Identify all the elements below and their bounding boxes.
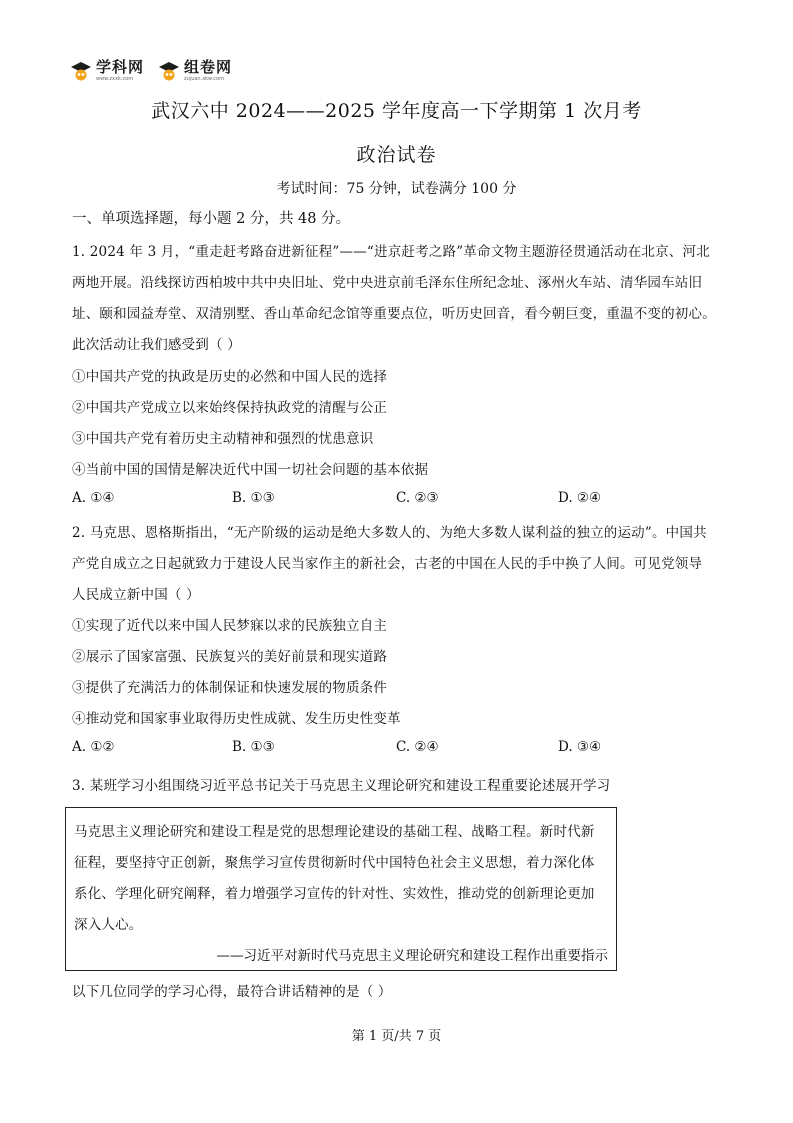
quote-line: 系化、学理化研究阐释，着力增强学习宣传的针对性、实效性，推动党的创新理论更加	[74, 886, 595, 902]
q3-question: 以下几位同学的学习心得，最符合讲话精神的是（ ）	[72, 984, 392, 1000]
q2-option-item: ②展示了国家富强、民族复兴的美好前景和现实道路	[72, 649, 388, 665]
quote-box	[65, 807, 617, 971]
q2-stem-line: 产党自成立之日起就致力于建设人民当家作主的新社会，古老的中国在人民的手中换了人间。可见党领导	[72, 556, 703, 572]
choice-c: C. ②④	[396, 739, 439, 755]
q1-option-item: ③中国共产党有着历史主动精神和强烈的忧患意识	[72, 431, 374, 447]
quote-line: 深入人心。	[74, 917, 143, 933]
q1-option-item: ①中国共产党的执政是历史的必然和中国人民的选择	[72, 369, 388, 385]
q1-option-item: ②中国共产党成立以来始终保持执政党的清醒与公正	[72, 400, 388, 416]
choice-d: D. ③④	[558, 739, 602, 755]
choice-b: B. ①③	[232, 490, 275, 506]
choice-a: A. ①④	[72, 490, 115, 506]
logo-url: zujuan.xkw.com	[184, 76, 224, 82]
q2-option-item: ①实现了近代以来中国人民梦寐以求的民族独立自主	[72, 618, 388, 634]
graduation-cap-icon	[70, 60, 92, 82]
exam-subtitle: 政治试卷	[356, 144, 437, 166]
header-logos	[70, 60, 232, 82]
q1-option-item: ④当前中国的国情是解决近代中国一切社会问题的基本依据	[72, 462, 429, 478]
choice-d: D. ②④	[558, 490, 602, 506]
quote-line: 马克思主义理论研究和建设工程是党的思想理论建设的基础工程、战略工程。新时代新	[74, 824, 595, 840]
quote-line: 征程，要坚持守正创新，聚焦学习宣传贯彻新时代中国特色社会主义思想，着力深化体	[74, 855, 595, 871]
q2-stem-line: 人民成立新中国（ ）	[72, 587, 200, 603]
section-heading: 一、单项选择题，每小题 2 分，共 48 分。	[72, 211, 351, 227]
logo-url: www.zxxk.com	[96, 76, 134, 82]
q2-option-item: ③提供了充满活力的体制保证和快速发展的物质条件	[72, 680, 388, 696]
logo-name: 学科网	[96, 58, 145, 76]
exam-meta: 考试时间：75 分钟，试卷满分 100 分	[276, 181, 517, 197]
graduation-cap-icon	[158, 60, 180, 82]
choice-b: B. ①③	[232, 739, 275, 755]
logo-xuekewang	[70, 60, 144, 82]
q2-stem-line: 2. 马克思、恩格斯指出，“无产阶级的运动是绝大多数人的、为绝大多数人谋利益的独立的运动”。中国共	[72, 525, 707, 541]
q1-stem-line: 1. 2024 年 3 月，“重走赶考路奋进新征程”——“进京赶考之路”革命文物主题游径贯通活动在北京、河北	[72, 244, 710, 260]
page-footer: 第 1 页/共 7 页	[351, 1029, 442, 1044]
q2-option-item: ④推动党和国家事业取得历史性成就、发生历史性变革	[72, 711, 401, 727]
logo-zujuanwang	[158, 60, 232, 82]
quote-source: ——习近平对新时代马克思主义理论研究和建设工程作出重要指示	[216, 948, 608, 964]
q1-stem-line: 址、颐和园益寿堂、双清别墅、香山革命纪念馆等重要点位，听历史回音，看今朝巨变，重温不变的初心。	[72, 306, 716, 322]
logo-name: 组卷网	[184, 58, 233, 76]
exam-title: 武汉六中 2024——2025 学年度高一下学期第 1 次月考	[151, 100, 642, 122]
q3-intro: 3. 某班学习小组围绕习近平总书记关于马克思主义理论研究和建设工程重要论述展开学习	[72, 778, 611, 794]
choice-a: A. ①②	[72, 739, 115, 755]
choice-c: C. ②③	[396, 490, 439, 506]
q1-stem-line: 此次活动让我们感受到（ ）	[72, 337, 241, 353]
q1-stem-line: 两地开展。沿线探访西柏坡中共中央旧址、党中央进京前毛泽东住所纪念址、涿州火车站、清华园车站旧	[72, 275, 703, 291]
